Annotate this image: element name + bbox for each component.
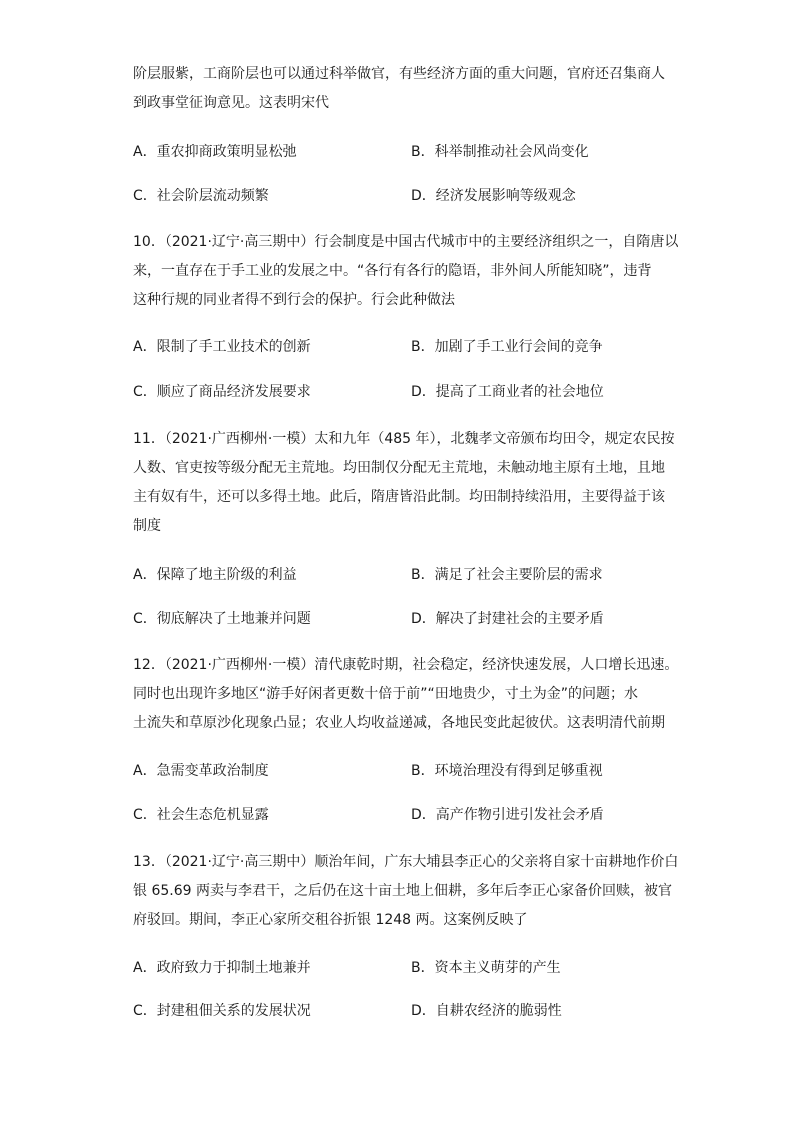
stem-line: 府驳回。期间，李正心家所交租谷折银 1248 两。这案例反映了 xyxy=(133,912,528,928)
option-c[interactable]: C．社会生态危机显露 xyxy=(133,807,269,823)
question-9-stem xyxy=(133,60,673,118)
stem-line: 到政事堂征询意见。这表明宋代 xyxy=(133,95,329,111)
option-a[interactable]: A．保障了地主阶级的利益 xyxy=(133,567,297,583)
option-d[interactable]: D．解决了封建社会的主要矛盾 xyxy=(411,611,604,627)
stem-line: 人数、官吏按等级分配无主荒地。均田制仅分配无主荒地，未触动地主原有土地，且地 xyxy=(133,460,665,476)
question-12-stem xyxy=(133,651,679,738)
stem-line: 同时也出现许多地区“游手好闲者更数十倍于前”“田地贵少，寸土为金”的问题；水 xyxy=(133,686,639,702)
question-10-stem xyxy=(133,228,679,315)
option-a[interactable]: A．政府致力于抑制土地兼并 xyxy=(133,960,311,976)
question-13-stem xyxy=(133,848,679,935)
stem-line: 12．（2021·广西柳州·一模）清代康乾时期，社会稳定，经济快速发展，人口增长迅速。 xyxy=(133,657,679,673)
stem-line: 银 65.69 两卖与李君干，之后仍在这十亩土地上佃耕，多年后李正心家备价回赎，被官 xyxy=(133,883,672,899)
stem-line: 阶层服紫，工商阶层也可以通过科举做官，有些经济方面的重大问题，官府还召集商人 xyxy=(133,66,665,82)
option-a[interactable]: A．限制了手工业技术的创新 xyxy=(133,339,311,355)
option-b[interactable]: B．科举制推动社会风尚变化 xyxy=(411,144,589,160)
question-11-stem xyxy=(133,425,673,541)
option-d[interactable]: D．提高了工商业者的社会地位 xyxy=(411,384,604,400)
option-a[interactable]: A．急需变革政治制度 xyxy=(133,763,269,779)
stem-line: 10．（2021·辽宁·高三期中）行会制度是中国古代城市中的主要经济组织之一，自隋唐以 xyxy=(133,234,679,250)
option-b[interactable]: B．资本主义萌芽的产生 xyxy=(411,960,561,976)
stem-line: 制度 xyxy=(133,518,161,534)
stem-line: 来，一直存在于手工业的发展之中。“各行有各行的隐语，非外间人所能知晓”，违背 xyxy=(133,263,652,279)
option-c[interactable]: C．顺应了商品经济发展要求 xyxy=(133,384,311,400)
option-a[interactable]: A．重农抑商政策明显松弛 xyxy=(133,144,297,160)
option-d[interactable]: D．自耕农经济的脆弱性 xyxy=(411,1003,562,1019)
stem-line: 主有奴有牛，还可以多得土地。此后，隋唐皆沿此制。均田制持续沿用，主要得益于该 xyxy=(133,489,665,505)
option-b[interactable]: B．加剧了手工业行会间的竞争 xyxy=(411,339,603,355)
option-c[interactable]: C．彻底解决了土地兼并问题 xyxy=(133,611,311,627)
stem-line: 13．（2021·辽宁·高三期中）顺治年间，广东大埔县李正心的父亲将自家十亩耕地作价白 xyxy=(133,854,679,870)
stem-line: 11．（2021·广西柳州·一模）太和九年（485 年），北魏孝文帝颁布均田令，规定农民按 xyxy=(133,431,675,447)
option-b[interactable]: B．环境治理没有得到足够重视 xyxy=(411,763,603,779)
option-d[interactable]: D．经济发展影响等级观念 xyxy=(411,188,576,204)
option-c[interactable]: C．社会阶层流动频繁 xyxy=(133,188,269,204)
option-c[interactable]: C．封建租佃关系的发展状况 xyxy=(133,1003,311,1019)
stem-line: 土流失和草原沙化现象凸显；农业人均收益递减，各地民变此起彼伏。这表明清代前期 xyxy=(133,715,665,731)
option-b[interactable]: B．满足了社会主要阶层的需求 xyxy=(411,567,603,583)
stem-line: 这种行规的同业者得不到行会的保护。行会此种做法 xyxy=(133,292,455,308)
option-d[interactable]: D．高产作物引进引发社会矛盾 xyxy=(411,807,604,823)
